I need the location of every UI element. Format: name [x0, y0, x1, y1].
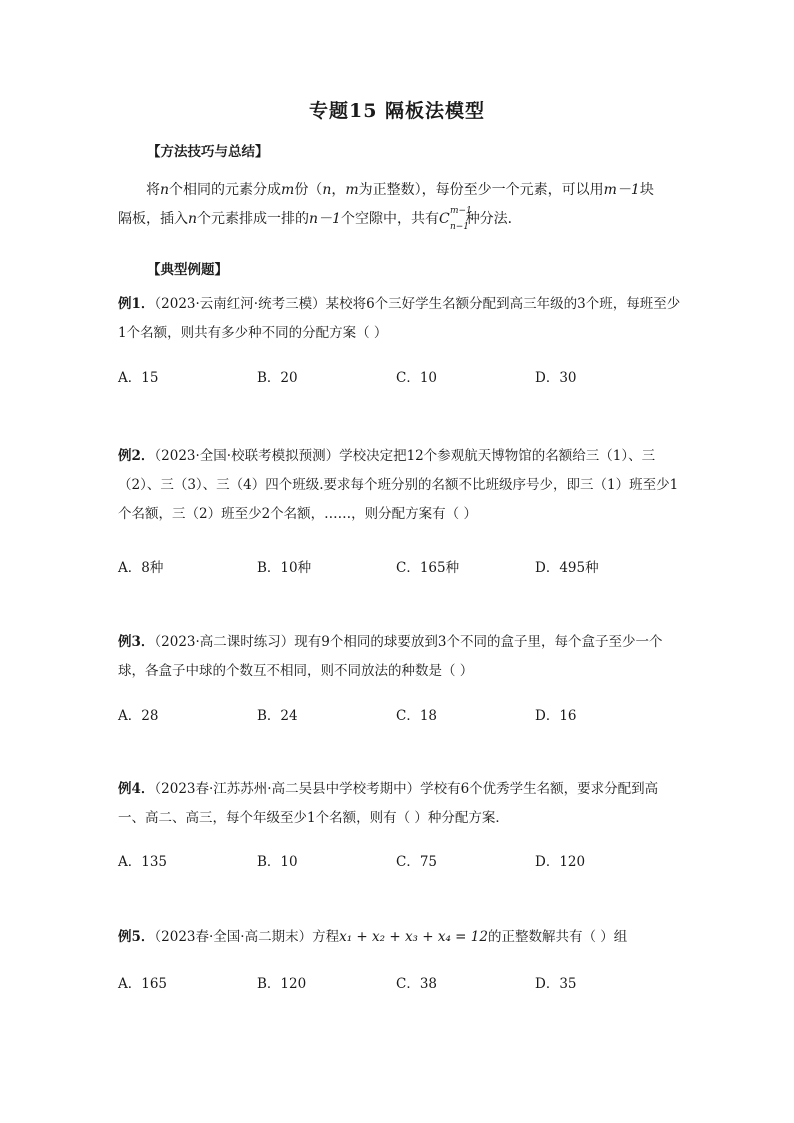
option-a[interactable]: A．15: [118, 370, 159, 386]
method-line-2: 隔板，插入n个元素排成一排的n－1个空隙中，共有C m−1 n−1 种分法．: [118, 206, 522, 232]
option-c[interactable]: C．75: [396, 854, 438, 870]
option-b[interactable]: B．10: [257, 854, 298, 870]
method-line-1: 将n个相同的元素分成m份（n，m为正整数），每份至少一个元素，可以用m－1块: [146, 182, 654, 198]
question-5: 例5．（2023春·全国·高二期末）方程x₁ + x₂ + x₃ + x₄ = 12的正整数解共有（ ）组: [118, 929, 628, 945]
question-1-options: [118, 366, 678, 386]
method-paragraph: [118, 176, 678, 234]
question-3-options: [118, 704, 678, 724]
question-2-options: [118, 556, 678, 576]
combination-formula: C m−1 n−1: [438, 206, 472, 232]
question-4-options: [118, 850, 678, 870]
option-c[interactable]: C．38: [396, 976, 438, 992]
method-heading: 【方法技巧与总结】: [147, 144, 269, 160]
option-d[interactable]: D．16: [535, 708, 577, 724]
option-d[interactable]: D．120: [535, 854, 586, 870]
question-5-options: [118, 972, 678, 992]
equation: x₁ + x₂ + x₃ + x₄ = 12: [339, 929, 488, 945]
page-title: 专题15 隔板法模型: [308, 100, 486, 122]
option-b[interactable]: B．20: [257, 370, 298, 386]
option-c[interactable]: C．18: [396, 708, 438, 724]
option-d[interactable]: D．35: [535, 976, 577, 992]
examples-heading: 【典型例题】: [147, 262, 228, 278]
question-2: 例2．（2023·全国·校联考模拟预测）学校决定把12个参观航天博物馆的名额给三（1）、三（2）、三（3）、三（4）四个班级.要求每个班分别的名额不比班级序号少，即三（1）班至少1个名额，三（2）班至少2个名额，……，则分配方案有（ ）: [118, 448, 679, 522]
option-a[interactable]: A．165: [118, 976, 168, 992]
option-b[interactable]: B．24: [257, 708, 298, 724]
option-d[interactable]: D．30: [535, 370, 577, 386]
option-b[interactable]: B．10种: [257, 560, 312, 576]
option-a[interactable]: A．28: [118, 708, 159, 724]
option-d[interactable]: D．495种: [535, 560, 599, 576]
option-a[interactable]: A．135: [118, 854, 168, 870]
question-3: 例3．（2023·高二课时练习）现有9个相同的球要放到3个不同的盒子里，每个盒子至少一个球，各盒子中球的个数互不相同，则不同放法的种数是（ ）: [118, 634, 663, 679]
option-b[interactable]: B．120: [257, 976, 307, 992]
option-a[interactable]: A．8种: [118, 560, 164, 576]
option-c[interactable]: C．165种: [396, 560, 460, 576]
option-c[interactable]: C．10: [396, 370, 438, 386]
question-1: 例1．（2023·云南红河·统考三模）某校将6个三好学生名额分配到高三年级的3个班，每班至少1个名额，则共有多少种不同的分配方案（ ）: [118, 296, 681, 341]
question-4: 例4．（2023春·江苏苏州·高二吴县中学校考期中）学校有6个优秀学生名额，要求分配到高一、高二、高三，每个年级至少1个名额，则有（ ）种分配方案．: [118, 781, 659, 826]
